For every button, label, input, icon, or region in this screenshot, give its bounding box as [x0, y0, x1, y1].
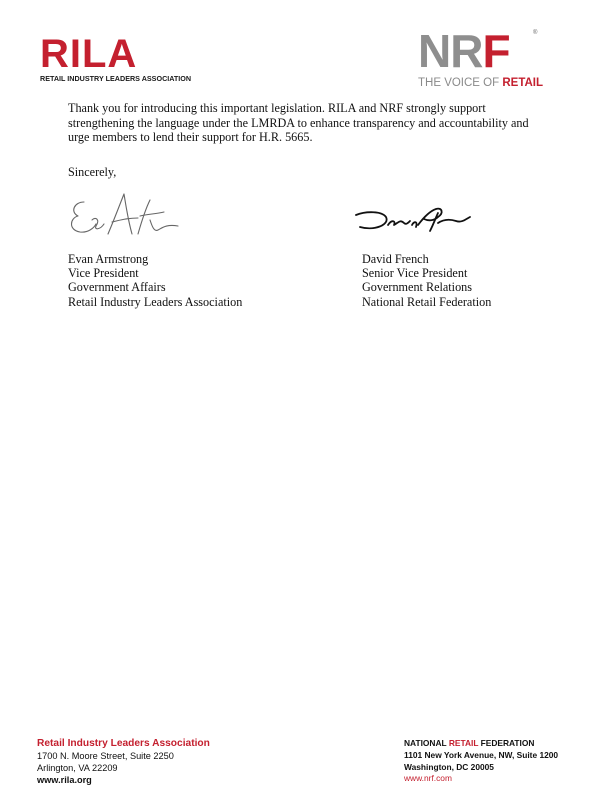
letter-body: Thank you for introducing this important legislation. RILA and NRF strongly support strengthening the language under the LMRDA to enhance transparency and accountability and urge members to lend their support for H.R. 5665.: [68, 101, 529, 144]
signature-evan-armstrong: [66, 190, 181, 242]
footer-nrf: [404, 738, 558, 785]
rila-wordmark: RILA: [40, 32, 138, 76]
nrf-tagline-accent: RETAIL: [502, 77, 544, 89]
signer-name: Evan Armstrong: [68, 252, 149, 266]
footer-nrf-org-prefix: NATIONAL: [404, 738, 449, 748]
footer-nrf-website-link[interactable]: www.nrf.com: [404, 773, 452, 784]
nrf-logo: [418, 25, 548, 94]
signer-block-rila: [68, 252, 242, 309]
signer-title: Vice President: [68, 266, 139, 281]
signer-department: Government Relations: [362, 280, 473, 295]
signer-title: Senior Vice President: [362, 266, 468, 281]
footer-nrf-org-suffix: FEDERATION: [478, 738, 535, 748]
nrf-tagline: [418, 77, 543, 89]
signer-block-nrf: [362, 252, 491, 309]
signature-david-french: [352, 203, 474, 235]
footer-rila-org: Retail Industry Leaders Association: [37, 738, 210, 749]
footer-rila: [37, 738, 210, 786]
signer-organization: Retail Industry Leaders Association: [68, 294, 243, 309]
letter-closing: Sincerely,: [68, 165, 117, 179]
footer-nrf-org-accent: RETAIL: [448, 738, 479, 748]
nrf-tagline-prefix: THE VOICE OF: [418, 77, 503, 89]
rila-tagline: RETAIL INDUSTRY LEADERS ASSOCIATION: [40, 74, 192, 83]
footer-nrf-org: [404, 738, 558, 750]
nrf-wordmark-nr: NR: [418, 25, 483, 77]
nrf-trademark: ®: [533, 30, 538, 36]
footer-nrf-address-line2: Washington, DC 20005: [404, 761, 494, 772]
footer-rila-address-line2: Arlington, VA 22209: [37, 763, 118, 773]
rila-logo: [40, 34, 200, 84]
signer-organization: National Retail Federation: [362, 294, 492, 309]
signer-name: David French: [362, 252, 429, 266]
footer-rila-website-link[interactable]: www.rila.org: [37, 775, 92, 785]
footer-nrf-address-line1: 1101 New York Avenue, NW, Suite 1200: [404, 749, 559, 760]
signer-department: Government Affairs: [68, 280, 166, 295]
footer-rila-address-line1: 1700 N. Moore Street, Suite 2250: [37, 751, 174, 761]
nrf-wordmark-f: F: [482, 25, 510, 77]
nrf-wordmark: [418, 25, 510, 77]
